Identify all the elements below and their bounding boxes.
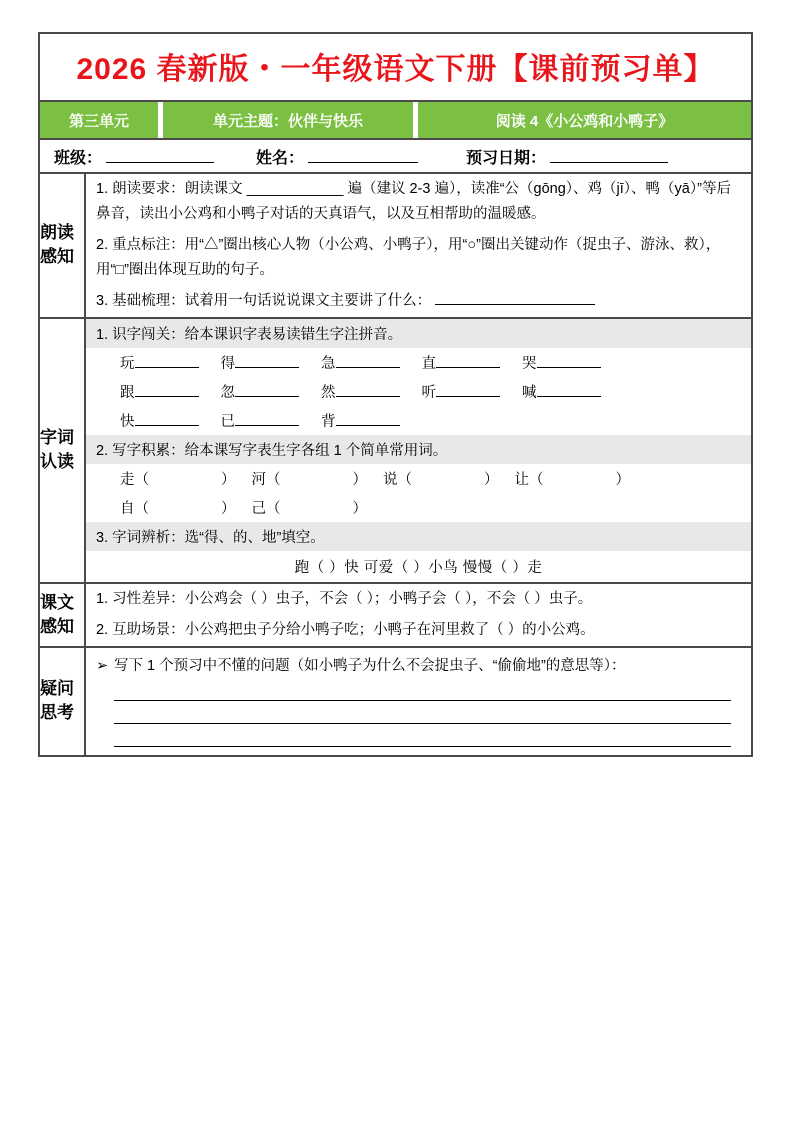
banner-reading: 阅读 4《小公鸡和小鸭子》: [418, 102, 751, 138]
pinyin-row: [86, 377, 751, 406]
pinyin-blank[interactable]: [336, 396, 400, 397]
worksheet-sheet: [38, 32, 753, 757]
name-label: 姓名：: [256, 149, 305, 167]
question-prompt: 写下 1 个预习中不懂的问题（如小鸭子为什么不会捉虫子、“偷偷地”的意思等）：: [114, 657, 626, 674]
answer-line[interactable]: [114, 700, 731, 701]
write-paren-close: ）: [352, 500, 367, 517]
answer-line[interactable]: [114, 723, 731, 724]
write-paren-close: ）: [484, 471, 499, 488]
pinyin-blank[interactable]: [537, 367, 601, 368]
write-char: 说（: [383, 471, 412, 488]
write-item[interactable]: [120, 497, 236, 518]
class-input-blank[interactable]: [106, 162, 214, 163]
section-comprehension-body: [86, 584, 751, 646]
section-comprehension-label: 课文感知: [40, 584, 86, 646]
section-question: [40, 648, 751, 756]
pinyin-item: [120, 352, 199, 373]
comprehension-item-1: 1. 习性差异：小公鸡会（ ）虫子，不会（ ）；小鸭子会（ ），不会（ ）虫子。: [96, 590, 593, 607]
banner-unit: 第三单元: [40, 102, 158, 138]
pinyin-item: [522, 381, 601, 402]
reading-item-3: 3. 基础梳理：试着用一句话说说课文主要讲了什么：: [96, 292, 432, 309]
words-sub-1: 1. 识字闯关：给本课识字表易读错生字注拼音。: [86, 319, 751, 348]
write-char: 让（: [514, 471, 544, 488]
pinyin-char: 忽: [220, 384, 235, 401]
words-sub-2: 2. 写字积累：给本课写字表生字各组 1 个简单常用词。: [86, 435, 751, 464]
class-field[interactable]: [54, 145, 214, 168]
pinyin-blank[interactable]: [135, 367, 199, 368]
pinyin-char: 喊: [522, 384, 537, 401]
pinyin-blank[interactable]: [436, 367, 500, 368]
section-question-label: 疑问思考: [40, 648, 86, 756]
pinyin-item: [321, 410, 400, 431]
write-paren-close: ）: [221, 471, 236, 488]
section-words: [40, 319, 751, 584]
pinyin-item: [221, 381, 300, 402]
pinyin-item: [221, 352, 300, 373]
pinyin-char: 跟: [120, 384, 135, 401]
reading-item-2: 2. 重点标注：用“△”圈出核心人物（小公鸡、小鸭子），用“○”圈出关键动作（捉虫子、游泳、救），用“□”圈出体现互助的句子。: [96, 236, 721, 278]
date-field[interactable]: [466, 145, 668, 168]
words-fill-line[interactable]: 跑（ ）快 可爱（ ）小鸟 慢慢（ ）走: [294, 559, 543, 576]
pinyin-item: [321, 381, 400, 402]
name-field[interactable]: [256, 145, 418, 168]
write-row: [86, 493, 751, 522]
reading-item-1: 1. 朗读要求：朗读课文 ____________ 遍（建议 2-3 遍），读准“公（gōng）、鸡（jī）、鸭（yā）”等后鼻音，读出小公鸡和小鸭子对话的天真语气，以及互相帮助的温暖感。: [96, 181, 731, 222]
write-item[interactable]: [383, 468, 499, 489]
pinyin-char: 快: [120, 413, 135, 430]
pinyin-char: 玩: [120, 355, 135, 372]
write-char: 己（: [251, 500, 281, 517]
pinyin-blank[interactable]: [436, 396, 500, 397]
pinyin-char: 直: [421, 355, 436, 372]
section-words-body: [86, 319, 751, 582]
pinyin-blank[interactable]: [135, 396, 199, 397]
pinyin-item: [120, 410, 199, 431]
name-input-blank[interactable]: [308, 162, 418, 163]
banner-theme: 单元主题：伙伴与快乐: [163, 102, 413, 138]
title-row: [40, 34, 751, 102]
pinyin-blank[interactable]: [235, 425, 299, 426]
pinyin-blank[interactable]: [135, 425, 199, 426]
pinyin-char: 已: [220, 413, 235, 430]
pinyin-char: 背: [321, 413, 336, 430]
student-info-row: [40, 140, 751, 174]
pinyin-blank[interactable]: [537, 396, 601, 397]
write-paren-close: ）: [615, 471, 630, 488]
pinyin-char: 哭: [522, 355, 537, 372]
comprehension-item-2: 2. 互助场景：小公鸡把虫子分给小鸭子吃；小鸭子在河里救了（ ）的小公鸡。: [96, 621, 595, 638]
reading-item-3-wrap: [86, 286, 751, 317]
pinyin-blank[interactable]: [336, 425, 400, 426]
section-words-label: 字词认读: [40, 319, 86, 582]
date-label: 预习日期：: [466, 149, 547, 167]
pinyin-char: 得: [220, 355, 235, 372]
pinyin-char: 急: [321, 355, 336, 372]
write-char: 走（: [120, 471, 149, 488]
question-prompt-row: [96, 654, 741, 679]
section-question-body: [86, 648, 751, 756]
section-comprehension: [40, 584, 751, 648]
reading-item-3-blank[interactable]: [435, 304, 595, 305]
pinyin-char: 然: [321, 384, 336, 401]
pinyin-row: [86, 348, 751, 377]
write-char: 河（: [251, 471, 281, 488]
write-paren-close: ）: [352, 471, 367, 488]
pinyin-item: [221, 410, 300, 431]
class-label: 班级：: [54, 149, 103, 167]
unit-banner: [40, 102, 751, 140]
date-input-blank[interactable]: [550, 162, 668, 163]
pinyin-row: [86, 406, 751, 435]
write-row: [86, 464, 751, 493]
write-item[interactable]: [120, 468, 236, 489]
write-paren-close: ）: [221, 500, 236, 517]
write-char: 自（: [120, 500, 149, 517]
arrow-bullet-icon: ➢: [96, 657, 109, 674]
pinyin-item: [422, 352, 501, 373]
section-reading-body: [86, 174, 751, 317]
pinyin-item: [120, 381, 199, 402]
pinyin-item: [321, 352, 400, 373]
answer-line[interactable]: [114, 746, 731, 747]
page-title: 2026 春新版・一年级语文下册【课前预习单】: [76, 53, 715, 86]
write-item[interactable]: [252, 497, 368, 518]
write-item[interactable]: [515, 468, 631, 489]
section-reading-label: 朗读感知: [40, 174, 86, 317]
pinyin-char: 听: [421, 384, 436, 401]
pinyin-blank[interactable]: [235, 396, 299, 397]
pinyin-item: [522, 352, 601, 373]
pinyin-item: [422, 381, 501, 402]
words-sub-3: 3. 字词辨析：选“得、的、地”填空。: [86, 522, 751, 551]
pinyin-blank[interactable]: [336, 367, 400, 368]
pinyin-blank[interactable]: [235, 367, 299, 368]
write-item[interactable]: [252, 468, 368, 489]
section-reading: [40, 174, 751, 319]
